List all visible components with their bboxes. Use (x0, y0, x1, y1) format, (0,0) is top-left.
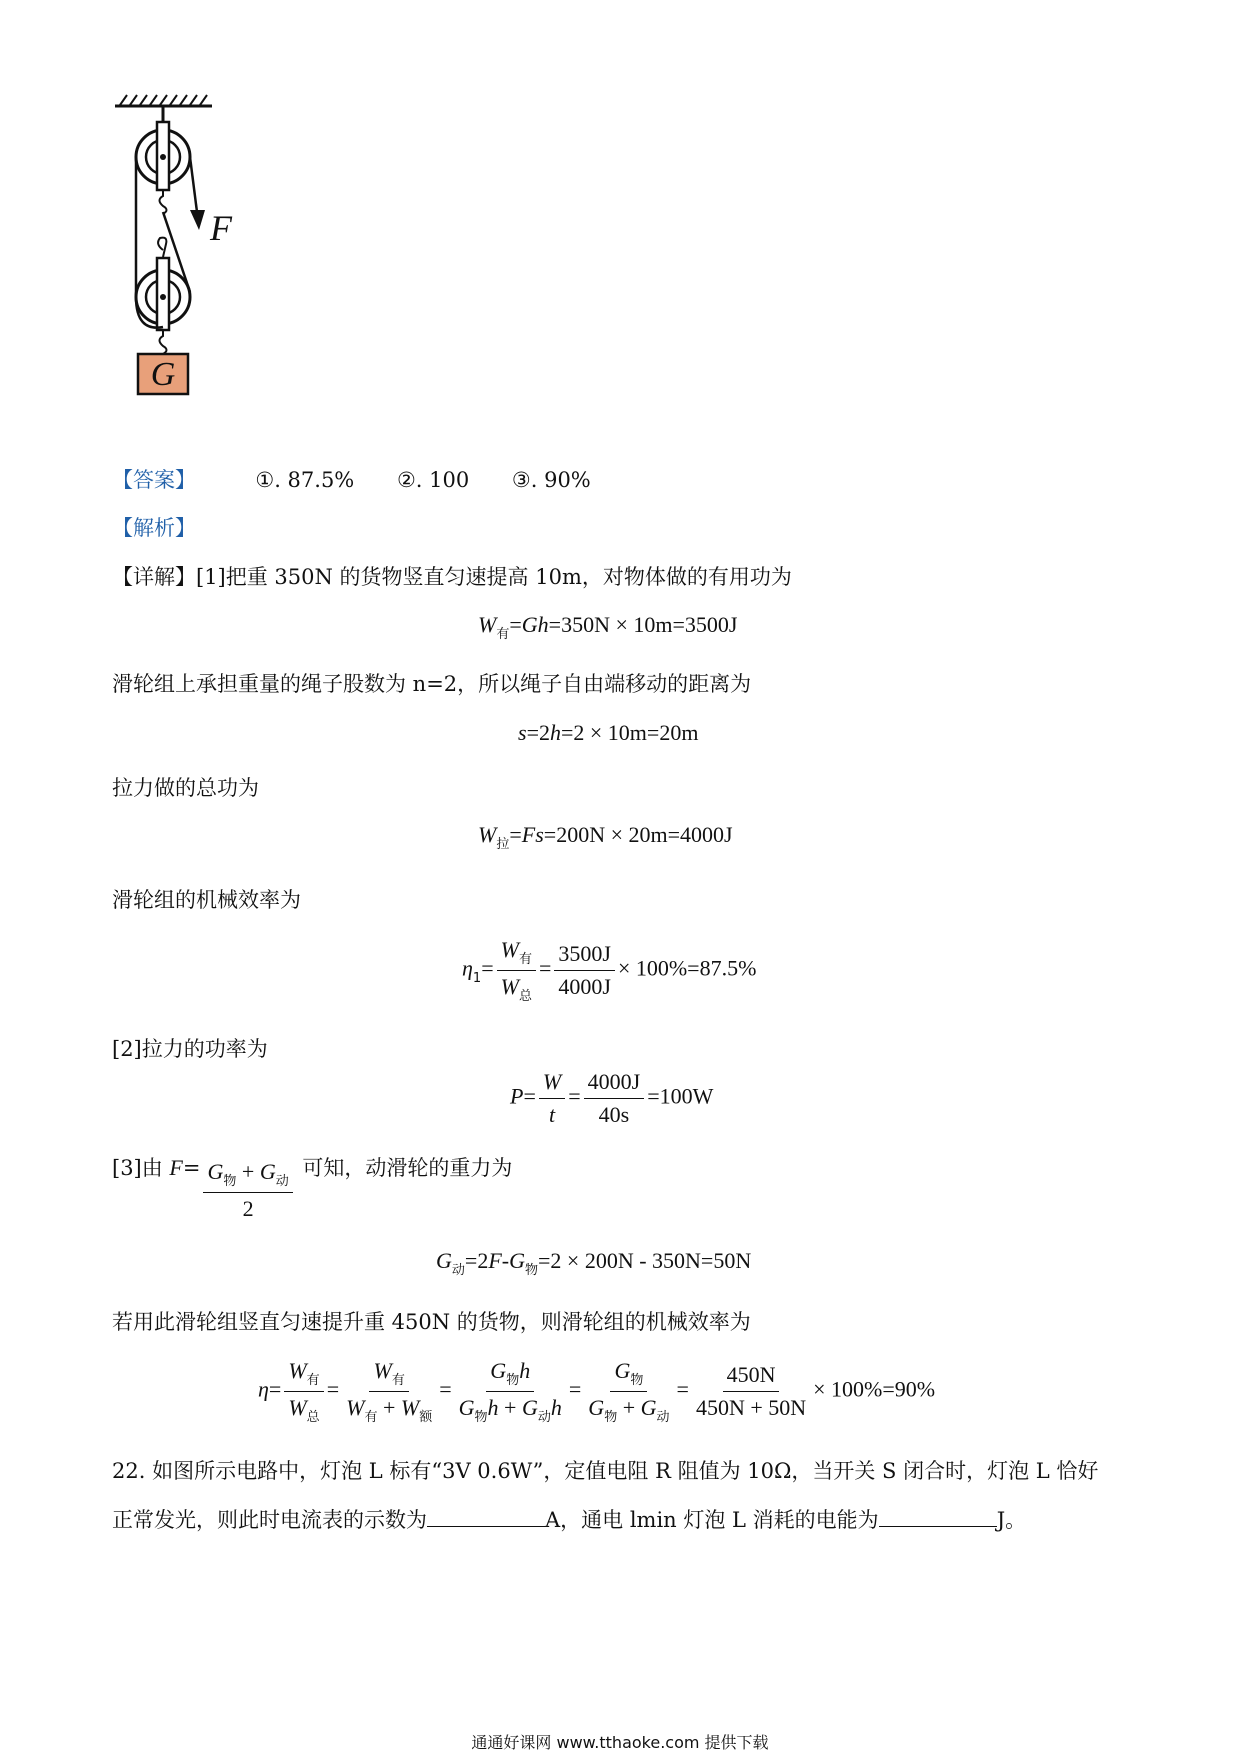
answer-item-2: ②. 100 (396, 468, 470, 492)
var-g: G (521, 612, 538, 637)
var-g: G (436, 1248, 452, 1273)
eq-sign: = (182, 1156, 201, 1180)
var-p: P (510, 1083, 524, 1109)
equation-efficiency-1: $\eta_1=$ $\frac{W_有}{W_总}$ = $\frac{3500J}{4000J}$ × 100%=87.5% (462, 937, 757, 1004)
text-efficiency: 滑轮组的机械效率为 (112, 888, 301, 912)
var-g: G (640, 1395, 657, 1420)
fraction-3 (455, 1357, 566, 1426)
eq-tail: × 100%=87.5% (617, 955, 757, 981)
eq-rest: =350N × 10m=3500J (548, 612, 738, 637)
eq-tail: =100W (647, 1083, 714, 1109)
sub-1: 1 (472, 970, 482, 986)
detail-line (112, 563, 792, 591)
var-h: h (550, 1395, 562, 1420)
detail-tag: 【详解】 (112, 565, 196, 589)
sub-e: 额 (419, 1410, 433, 1425)
sub-zong: 总 (306, 1410, 320, 1425)
suffix: 可知，动滑轮的重力为 (295, 1156, 513, 1180)
fraction-w-ratio (497, 936, 536, 1005)
q22-text-c: J。 (996, 1508, 1027, 1532)
var-g: G (588, 1395, 605, 1420)
weight-label: G (150, 356, 176, 393)
denominator: 4000J (558, 974, 611, 999)
analysis-tag: 【解析】 (112, 516, 196, 540)
sub-you: 有 (496, 627, 510, 642)
var-f: F (521, 822, 536, 847)
var-eta: η (462, 955, 473, 981)
var-g: G (207, 1159, 224, 1184)
text-new-load: 若用此滑轮组竖直匀速提升重 450N 的货物，则滑轮组的机械效率为 (112, 1310, 751, 1334)
numerator: 450N (723, 1361, 780, 1392)
eq-sign: = (509, 612, 522, 637)
denominator: t (548, 1102, 556, 1127)
equation-power: P= $\frac{W}{t}$ = $\frac{4000J}{40s}$ =100W (510, 1069, 714, 1127)
fraction-2 (342, 1357, 436, 1426)
plus: + (236, 1159, 260, 1184)
answer-tag: 【答案】 (112, 468, 196, 492)
sub-la: 拉 (496, 837, 510, 852)
equation-distance (518, 720, 698, 746)
var-f: F (488, 1248, 502, 1273)
sub-you: 有 (364, 1410, 378, 1425)
var-g: G (614, 1358, 631, 1383)
var-s: s (518, 720, 527, 745)
eq-tail: × 100%=90% (813, 1376, 936, 1402)
answer-item-1: ①. 87.5% (255, 468, 355, 492)
numerator: 3500J (554, 940, 615, 971)
text-total-work: 拉力做的总功为 (112, 776, 259, 800)
sub-wu: 物 (223, 1174, 237, 1189)
denominator: 450N + 50N (695, 1395, 807, 1420)
question-22-line-2 (112, 1506, 1026, 1534)
var-w: W (373, 1358, 392, 1383)
eq-part: =2 (526, 720, 550, 745)
var-h: h (487, 1395, 499, 1420)
equation-pulley-weight (436, 1248, 752, 1278)
var-w: W (288, 1358, 307, 1383)
sub-wu: 物 (525, 1263, 539, 1278)
equation-efficiency-2: η= $\frac{W_有}{W_总}$ = $\frac{W_有}{W_有 + W_额}$ = $\frac{G_物h}{G_物h + G_动h}$ = $\frac{G_物}{G_物 + G_动}$ = $\frac{450N}{450N + 50N}$ × 100%=90% (258, 1358, 936, 1425)
sub-dong: 动 (275, 1174, 289, 1189)
sub-you: 有 (391, 1373, 405, 1388)
eq-rest: =200N × 20m=4000J (543, 822, 733, 847)
var-eta: η (258, 1376, 269, 1402)
minus: - (501, 1248, 510, 1273)
plus: + (377, 1395, 401, 1420)
sub-wu: 物 (630, 1373, 644, 1388)
detail-text: [1]把重 350N 的货物竖直匀速提高 10m，对物体做的有用功为 (196, 565, 792, 589)
sub-wu: 物 (604, 1410, 618, 1425)
denominator: 40s (598, 1102, 630, 1127)
var-w: W (500, 937, 519, 962)
var-h: h (537, 612, 549, 637)
sub-wu: 物 (506, 1373, 520, 1388)
text-power: [2]拉力的功率为 (112, 1037, 268, 1061)
pulley-system-diagram (110, 92, 270, 452)
var-s: s (535, 822, 544, 847)
plus: + (498, 1395, 522, 1420)
var-w: W (478, 822, 497, 847)
sub-wu: 物 (474, 1410, 488, 1425)
fraction-5 (692, 1361, 810, 1422)
var-h: h (549, 720, 561, 745)
text-pulley-weight (112, 1148, 512, 1223)
numerator: W (539, 1068, 565, 1099)
equation-useful-work (478, 612, 738, 642)
eq-part: =2 (464, 1248, 489, 1273)
fraction-values (554, 940, 615, 1001)
q22-text-a: 正常发光，则此时电流表的示数为 (112, 1508, 427, 1532)
answer-blank-energy[interactable] (879, 1506, 997, 1527)
sub-dong: 动 (451, 1263, 465, 1278)
fraction-values (584, 1068, 645, 1129)
plus: + (617, 1395, 641, 1420)
answer-item-3: ③. 90% (511, 468, 591, 492)
var-w: W (400, 1395, 420, 1420)
var-w: W (478, 612, 497, 637)
eq-rest: =2 × 10m=20m (560, 720, 699, 745)
denominator: 2 (242, 1196, 254, 1221)
sub-you: 有 (306, 1373, 320, 1388)
force-label: F (210, 208, 232, 248)
prefix: [3]由 (112, 1156, 170, 1180)
sub-you: 有 (518, 952, 532, 967)
sub-dong: 动 (537, 1410, 551, 1425)
var-g: G (458, 1395, 475, 1420)
var-w: W (500, 974, 519, 999)
fraction-4 (584, 1357, 673, 1426)
var-w: W (346, 1395, 365, 1420)
fraction-weights (203, 1158, 292, 1223)
sub-zong: 总 (518, 989, 532, 1004)
var-f: F (169, 1155, 183, 1180)
sub-dong: 动 (656, 1410, 670, 1425)
var-g: G (259, 1159, 276, 1184)
eq-tail: =2 × 200N - 350N=50N (538, 1248, 752, 1273)
equation-total-work (478, 822, 733, 852)
fraction-w-t (539, 1068, 565, 1129)
q22-text-b: A，通电 lmin 灯泡 L 消耗的电能为 (545, 1508, 879, 1532)
eq-sign: = (509, 822, 522, 847)
var-g: G (490, 1358, 507, 1383)
answer-line (112, 466, 627, 494)
page-footer: 通通好课网 www.tthaoke.com 提供下载 (471, 1733, 769, 1752)
question-22-line-1: 22. 如图所示电路中，灯泡 L 标有“3V 0.6W”，定值电阻 R 阻值为 10Ω，当开关 S 闭合时，灯泡 L 恰好 (112, 1459, 1099, 1483)
answer-blank-current[interactable] (427, 1506, 545, 1527)
var-h: h (519, 1358, 531, 1383)
var-w: W (288, 1395, 307, 1420)
text-rope-count: 滑轮组上承担重量的绳子股数为 n=2，所以绳子自由端移动的距离为 (112, 672, 752, 696)
var-g: G (521, 1395, 538, 1420)
fraction-1 (284, 1357, 323, 1426)
numerator: 4000J (584, 1068, 645, 1099)
var-g: G (509, 1248, 525, 1273)
